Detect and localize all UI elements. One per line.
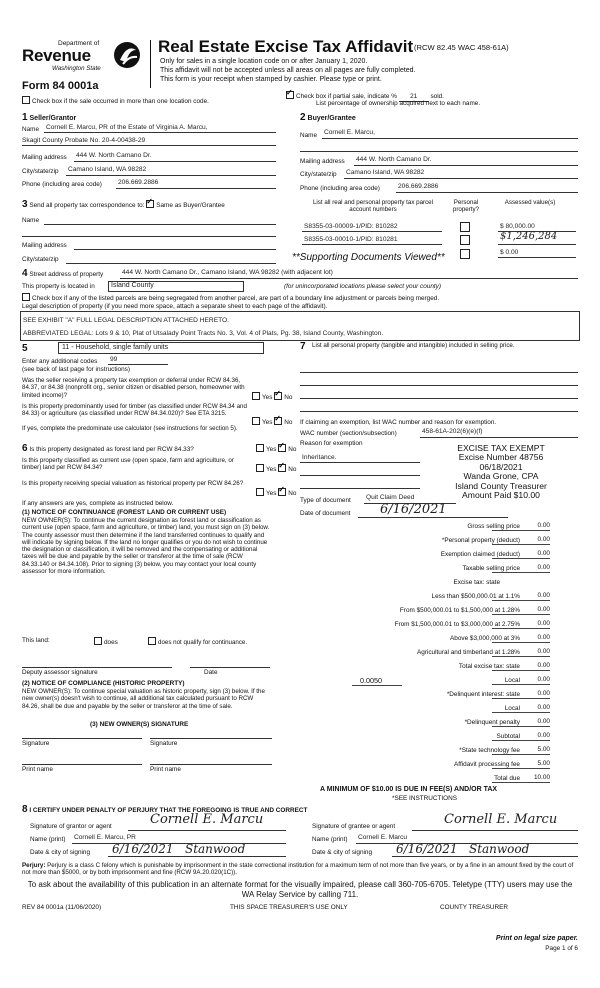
county-select[interactable] bbox=[108, 281, 244, 292]
sec3-number: 3 bbox=[22, 199, 28, 210]
tax-row-value[interactable]: 0.00 bbox=[537, 536, 550, 543]
legal-desc-label: Legal description of property (if you need more space, attach a separate sheet to each page of the affidavit). bbox=[22, 303, 328, 310]
buyer-mail-label: Mailing address bbox=[300, 158, 345, 165]
property-street-field[interactable]: 444 W. North Camano Dr., Camano Island, WA 98282 (with adjacent lot) bbox=[122, 269, 333, 276]
land-does-row bbox=[94, 637, 118, 647]
sec5-q2-yes-checkbox[interactable] bbox=[252, 417, 260, 425]
seller-city-field[interactable]: Camano Island, WA 98282 bbox=[68, 166, 147, 173]
tax-row-label: Taxable selling price bbox=[462, 565, 520, 572]
tax-row-value[interactable]: 0.00 bbox=[537, 550, 550, 557]
sec6-q3-yes-checkbox[interactable] bbox=[256, 488, 264, 496]
perjury-label: Perjury: bbox=[22, 862, 46, 869]
doc-type-label: Type of document bbox=[300, 497, 351, 504]
seller-heading-label: Seller/Grantor bbox=[29, 115, 77, 122]
land-use-value: 11 - Household, single family units bbox=[62, 344, 169, 351]
reason-field[interactable]: Inheritance. bbox=[302, 454, 337, 461]
sec6-q2: Is this property classified as current use (open space, farm and agriculture, or timber) land per RCW 84.34? bbox=[22, 457, 234, 472]
county-treasurer-label: COUNTY TREASURER bbox=[440, 904, 508, 911]
reason-label: Reason for exemption bbox=[300, 440, 363, 447]
tax-row-label: *Personal property (deduct) bbox=[441, 537, 520, 544]
local-rate: 0.0050 bbox=[360, 676, 382, 685]
supporting-docs-stamp: **Supporting Documents Viewed** bbox=[292, 252, 445, 263]
form-rcw: (RCW 82.45 WAC 458-61A) bbox=[414, 43, 509, 52]
partial-sale-percent[interactable]: 21 bbox=[399, 93, 429, 102]
sec6-q3-answer bbox=[256, 488, 296, 498]
dor-logo bbox=[22, 40, 144, 78]
grantee-signature-label: Signature of grantee or agent bbox=[312, 823, 396, 830]
buyer-heading bbox=[300, 112, 356, 123]
new-owner-sig-field-1[interactable] bbox=[22, 738, 142, 739]
additional-codes-field[interactable]: 99 bbox=[110, 356, 118, 363]
same-as-buyer-checkbox[interactable] bbox=[146, 200, 154, 208]
parcel-number-1[interactable]: S8355-03-00009-1/PID: 810282 bbox=[304, 223, 398, 230]
sec4-street-row bbox=[22, 270, 103, 279]
doc-date-field[interactable]: 6/16/2021 bbox=[380, 502, 447, 517]
deputy-date-label: Date bbox=[204, 669, 218, 676]
grantor-name-label: Name (print) bbox=[30, 836, 66, 843]
sec6-q1-row bbox=[22, 445, 194, 454]
seller-name-label: Name bbox=[22, 126, 40, 133]
personal-property-field-4[interactable] bbox=[300, 411, 578, 412]
doc-type-field[interactable]: Quit Claim Deed bbox=[366, 494, 415, 501]
sec3-mail-field[interactable] bbox=[74, 249, 276, 250]
sec6-q1-no-checkbox[interactable] bbox=[278, 444, 286, 452]
tax-row-label: *State technology fee bbox=[459, 747, 520, 754]
seller-mail-field[interactable]: 444 W. North Camano Dr. bbox=[76, 152, 152, 159]
buyer-heading-number: 2 bbox=[300, 112, 306, 123]
grantor-name-field[interactable]: Cornell E. Marcu, PR bbox=[74, 834, 136, 841]
dor-revenue-label: Revenue bbox=[22, 46, 91, 65]
assessed-value-1[interactable]: $ 80,000.00 bbox=[500, 223, 535, 230]
new-owner-print-field-2[interactable] bbox=[150, 764, 272, 765]
sec4-located-label: This property is located in bbox=[22, 283, 95, 290]
buyer-phone-label: Phone (including area code) bbox=[300, 185, 380, 192]
personal-property-field-2[interactable] bbox=[300, 385, 578, 386]
sec6-number: 6 bbox=[22, 443, 28, 454]
codes-note: (see back of last page for instructions) bbox=[22, 366, 130, 373]
sec3-mail-label: Mailing address bbox=[22, 242, 67, 249]
notice3-title: (3) NEW OWNER(S) SIGNATURE bbox=[90, 721, 189, 728]
stamp-line-3: 06/18/2021 bbox=[479, 461, 523, 472]
tax-row-label: Affidavit processing fee bbox=[454, 761, 520, 768]
sec7-number: 7 bbox=[300, 341, 306, 352]
sec3-city-label: City/state/zip bbox=[22, 256, 59, 263]
tax-row-label: Gross selling price bbox=[467, 523, 520, 530]
sec5-q2: Is this property predominantly used for timber (as classified under RCW 84.34 and 84.33) or agriculture (as classified under RCW 84.34.020)? See ETA 3215. bbox=[22, 403, 247, 418]
buyer-name-field[interactable]: Cornell E. Marcu, bbox=[324, 129, 375, 136]
sec4-street-label: Street address of property bbox=[29, 271, 104, 278]
grantor-date-field[interactable]: 6/16/2021 Stanwood bbox=[112, 842, 246, 856]
personal-property-field-3[interactable] bbox=[300, 398, 578, 399]
sec6-q3-no-checkbox[interactable] bbox=[278, 488, 286, 496]
tax-row-label: From $500,000.01 to $1,500,000 at 1.28% bbox=[399, 607, 520, 614]
new-owner-print-label-1: Print name bbox=[22, 766, 53, 773]
sec6-q1-yes-label: Yes bbox=[266, 446, 277, 453]
new-owner-print-label-2: Print name bbox=[150, 766, 181, 773]
parcel-col-header: List all real and personal property tax parcel account numbers bbox=[312, 199, 434, 214]
sec5-q1-yes-label: Yes bbox=[262, 394, 273, 401]
multi-location-row bbox=[22, 96, 209, 106]
sec5-q1-no-checkbox[interactable] bbox=[274, 392, 282, 400]
treasurer-use-only: THIS SPACE TREASURER'S USE ONLY bbox=[230, 904, 348, 911]
header-note-1: Only for sales in a single location code on or after January 1, 2020. bbox=[160, 58, 368, 65]
notice1-title: (1) NOTICE OF CONTINUANCE (FOREST LAND OR CURRENT USE) bbox=[22, 509, 227, 516]
tax-row-value[interactable]: 0.00 bbox=[537, 676, 550, 683]
header-note-2: This affidavit will not be accepted unless all areas on all pages are fully completed. bbox=[160, 67, 416, 74]
assessed-col-header: Assessed value(s) bbox=[504, 199, 556, 206]
stamp-line-4: Wanda Grone, CPA bbox=[463, 471, 539, 482]
sec3-name-label: Name bbox=[22, 217, 40, 224]
form-revision: REV 84 0001a (11/06/2020) bbox=[22, 904, 102, 911]
grantee-date-field[interactable]: 6/16/2021 Stanwood bbox=[396, 842, 530, 856]
stamp-line-2: Excise Number 48756 bbox=[458, 452, 544, 463]
deputy-date-field[interactable] bbox=[190, 667, 270, 668]
tax-row-label: Less than $500,000.01 at 1.1% bbox=[431, 593, 520, 600]
personal-property-checkbox-1[interactable] bbox=[460, 222, 470, 232]
tax-row-value[interactable]: 0.00 bbox=[537, 606, 550, 613]
new-owner-sig-field-2[interactable] bbox=[150, 738, 272, 739]
tax-row-value[interactable]: 0.00 bbox=[537, 564, 550, 571]
sec6-q2-yes-checkbox[interactable] bbox=[256, 464, 264, 472]
grantee-name-field[interactable]: Cornell E. Marcu bbox=[358, 834, 408, 841]
multi-location-label: Check box if the sale occurred in more than one location code. bbox=[32, 98, 209, 105]
tax-row-value[interactable]: 0.00 bbox=[537, 690, 550, 697]
county-value: Island County bbox=[111, 282, 154, 289]
sec6-q1-answer bbox=[256, 444, 296, 454]
tax-row-label: Exemption claimed (deduct) bbox=[440, 551, 520, 558]
sec5-number: 5 bbox=[22, 343, 28, 354]
sec6-q2-answer bbox=[256, 464, 296, 474]
tax-row-value[interactable]: 0.00 bbox=[537, 662, 550, 669]
sec5-q1-answer bbox=[252, 392, 292, 402]
tax-table bbox=[296, 520, 580, 782]
seller-mail-label: Mailing address bbox=[22, 154, 67, 161]
seller-city-label: City/state/zip bbox=[22, 168, 59, 175]
sec6-q3-yes-label: Yes bbox=[266, 490, 277, 497]
new-owner-sig-label-2: Signature bbox=[150, 740, 178, 747]
additional-codes-label: Enter any additional codes bbox=[22, 358, 98, 365]
sec6-note: If any answers are yes, complete as instructed below. bbox=[22, 500, 174, 507]
sec3-label: Send all property tax correspondence to: bbox=[29, 202, 145, 209]
stamp-line-6: Amount Paid $10.00 bbox=[462, 490, 540, 501]
partial-sale-checkbox[interactable] bbox=[286, 91, 294, 99]
tax-row-label: Total due bbox=[494, 775, 520, 782]
doc-date-label: Date of document bbox=[300, 510, 351, 517]
new-owner-sig-label-1: Signature bbox=[22, 740, 50, 747]
seller-name-field-2[interactable]: Skagit County Probate No. 20-4-00438-29 bbox=[22, 137, 146, 144]
tax-row-value[interactable]: 0.00 bbox=[537, 620, 550, 627]
tax-row-label: *Delinquent penalty bbox=[464, 719, 520, 726]
minimum-due-note: A MINIMUM OF $10.00 IS DUE IN FEE(S) AND/OR TAX bbox=[320, 786, 498, 793]
segregation-row bbox=[22, 293, 439, 303]
tax-row-value[interactable]: 0.00 bbox=[537, 592, 550, 599]
partial-sale-label: Check box if partial sale, indicate % bbox=[296, 93, 397, 100]
assessed-value-3[interactable]: $ 0.00 bbox=[500, 249, 519, 256]
buyer-city-field[interactable]: Camano Island, WA 98282 bbox=[346, 169, 425, 176]
multi-location-checkbox[interactable] bbox=[22, 96, 30, 104]
grantor-signature-field[interactable]: Cornell E. Marcu bbox=[150, 812, 264, 827]
buyer-city-label: City/state/zip bbox=[300, 171, 337, 178]
sec6-q2-no-label: No bbox=[288, 466, 297, 473]
sec6-q1: Is this property designated as forest land per RCW 84.33? bbox=[29, 446, 194, 453]
tax-row-value[interactable]: 5.00 bbox=[537, 760, 550, 767]
notice1-text: NEW OWNER(S): To continue the current designation as forest land or classification as current use (open space, farm and agriculture, or timber) land, you must sign on (3) below. The county assessor must then determine if the land transferred continues to qualify and will indicate by signing below. If the land no longer qualifies or you do not wish to continue the designation or classification, it will be removed and the compensating or additional taxes will be due and payable by the seller or transferor at the time of sale (RCW 84.33.140 or 84.34.108). Prior to signing (3) below, you may contact your local county assessor for more information. bbox=[22, 517, 270, 576]
stamp-line-1: EXCISE TAX EXEMPT bbox=[457, 443, 545, 453]
sec6-q2-yes-label: Yes bbox=[266, 466, 277, 473]
form-title: Real Estate Excise Tax Affidavit bbox=[158, 37, 414, 56]
same-as-buyer-label: Same as Buyer/Grantee bbox=[156, 202, 225, 209]
tax-row-value[interactable]: 0.00 bbox=[537, 648, 550, 655]
legal-paper-note: Print on legal size paper. bbox=[495, 935, 578, 942]
segregation-label: Check box if any of the listed parcels are being segregated from another parcel, are part of a boundary line adjustment or parcels being merged. bbox=[32, 295, 440, 302]
form-number: Form 84 0001a bbox=[22, 80, 99, 92]
personal-property-field-1[interactable] bbox=[300, 372, 578, 373]
tax-row-value[interactable]: 0.00 bbox=[537, 718, 550, 725]
seller-heading bbox=[22, 112, 76, 123]
personal-property-checkbox-3[interactable] bbox=[460, 249, 470, 259]
land-does-not-checkbox[interactable] bbox=[148, 637, 156, 645]
notice2-text: NEW OWNER(S): To continue special valuation as historic property, sign (3) below. If the new owner(s) doesn't wish to continue, all additional tax calculated pursuant to RCW 84.26, shall be due and payable by the seller or transferor at the time of sale. bbox=[22, 688, 265, 710]
sec3-heading bbox=[22, 200, 225, 210]
excise-exempt-stamp bbox=[424, 444, 578, 500]
deputy-signature-label: Deputy assessor signature bbox=[22, 669, 98, 676]
dor-logo-icon bbox=[112, 40, 142, 70]
tax-row-value[interactable]: 0.00 bbox=[537, 732, 550, 739]
deputy-signature-field[interactable] bbox=[22, 667, 172, 668]
dor-department-label: Department of bbox=[58, 40, 100, 47]
tax-row-label: Excise tax: state bbox=[453, 579, 500, 586]
sec6-q1-yes-checkbox[interactable] bbox=[256, 444, 264, 452]
stamp-line-5: Island County Treasurer bbox=[455, 480, 547, 491]
sec6-q2-no-checkbox[interactable] bbox=[278, 464, 286, 472]
sec7-label: List all personal property (tangible and intangible) included in selling price. bbox=[312, 342, 515, 349]
wac-field[interactable]: 458-61A-202(6)(e)(f) bbox=[422, 428, 483, 435]
land-does-not-row bbox=[148, 637, 268, 646]
perjury-text: Perjury is a class C felony which is punishable by imprisonment in the state correctional institution for a maximum term of not more than five years, or by a fine in an amount fixed by the court of not more than $5000, or by both imprisonment and fine (RCW 9A.20.020(1C)). bbox=[22, 862, 574, 877]
tax-row-label: Local bbox=[504, 705, 520, 712]
new-owner-print-field-1[interactable] bbox=[22, 764, 142, 765]
sec5-q1: Was the seller receiving a property tax exemption or deferral under RCW 84.36, 84.37, or 84.38 (nonprofit org., senior citizen or disabled person, homeowner with limited income)? bbox=[22, 377, 245, 399]
sec5-q2-no-checkbox[interactable] bbox=[274, 417, 282, 425]
sec6-q1-no-label: No bbox=[288, 446, 297, 453]
grantee-name-label: Name (print) bbox=[312, 836, 348, 843]
tax-row-value[interactable]: 0.00 bbox=[537, 522, 550, 529]
tax-row-label: Above $3,000,000 at 3% bbox=[450, 635, 520, 642]
exemption-label: If claiming an exemption, list WAC number and reason for exemption. bbox=[300, 419, 497, 426]
perjury-notice bbox=[22, 862, 578, 877]
assessed-value-2[interactable]: $1,246,284 bbox=[500, 231, 558, 242]
legal-description-box[interactable] bbox=[20, 311, 580, 341]
legal-description-line-1: SEE EXHIBIT "A" FULL LEGAL DESCRIPTION ATTACHED HERETO. bbox=[23, 317, 229, 324]
buyer-heading-label: Buyer/Grantee bbox=[307, 115, 356, 122]
seller-phone-field[interactable]: 206.669.2886 bbox=[118, 179, 159, 186]
notice2-title: (2) NOTICE OF COMPLIANCE (HISTORIC PROPERTY) bbox=[22, 680, 185, 687]
sec6-q3: Is this property receiving special valuation as historical property per RCW 84.26? bbox=[22, 480, 244, 487]
dor-state-label: Washington State bbox=[52, 65, 101, 72]
certify-label: I CERTIFY UNDER PENALTY OF PERJURY THAT THE FOREGOING IS TRUE AND CORRECT bbox=[29, 807, 308, 814]
sec5-q1-yes-checkbox[interactable] bbox=[252, 392, 260, 400]
land-use-select[interactable] bbox=[58, 342, 264, 354]
sec5-q2b: If yes, complete the predominate use calculator (see instructions for section 5). bbox=[22, 425, 238, 432]
land-does-checkbox[interactable] bbox=[94, 637, 102, 645]
seller-heading-number: 1 bbox=[22, 112, 28, 123]
personal-col-header: Personal property? bbox=[452, 199, 480, 214]
tax-row-value[interactable]: 10.00 bbox=[534, 774, 550, 781]
grantor-date-label: Date & city of signing bbox=[30, 849, 91, 856]
sec3-city-field[interactable] bbox=[66, 263, 276, 264]
tax-row-label: Subtotal bbox=[496, 733, 520, 740]
buyer-mail-field[interactable]: 444 W. North Camano Dr. bbox=[356, 156, 432, 163]
tax-row-value[interactable]: 5.00 bbox=[537, 746, 550, 753]
tax-row-label: Total excise tax: state bbox=[458, 663, 520, 670]
buyer-name-label: Name bbox=[300, 132, 318, 139]
grantee-date-label: Date & city of signing bbox=[312, 849, 373, 856]
land-does-not-label: does not qualify for continuance. bbox=[158, 639, 248, 646]
sec3-name-field[interactable] bbox=[44, 224, 276, 225]
tax-row-value[interactable]: 0.00 bbox=[537, 704, 550, 711]
seller-phone-label: Phone (including area code) bbox=[22, 181, 102, 188]
tax-row-label: *Delinquent interest: state bbox=[446, 691, 520, 698]
page-number: Page 1 of 6 bbox=[545, 945, 578, 952]
header-note-3: This form is your receipt when stamped by cashier. Please type or print. bbox=[160, 76, 382, 83]
sec8-number: 8 bbox=[22, 804, 28, 815]
buyer-phone-field[interactable]: 206.669.2886 bbox=[398, 183, 439, 190]
tax-row-label: From $1,500,000.01 to $3,000,000 at 2.75% bbox=[394, 621, 520, 628]
sec5-q1-no-label: No bbox=[284, 394, 293, 401]
accessibility-notice: To ask about the availability of this publication in an alternate format for the visually impaired, please call 360-705-6705. Teletype (TTY) users may use the WA Relay Service by calling 711. bbox=[27, 880, 573, 899]
parcel-number-2[interactable]: S8355-03-00010-1/PID: 810281 bbox=[304, 236, 398, 243]
grantee-signature-field[interactable]: Cornell E. Marcu bbox=[444, 812, 558, 827]
partial-sale-note: List percentage of ownership acquired next to each name. bbox=[316, 100, 481, 107]
tax-row-label: Local bbox=[504, 677, 520, 684]
land-does-label: does bbox=[104, 639, 118, 646]
sec5-q2-yes-label: Yes bbox=[262, 419, 273, 426]
tax-row-label: Agricultural and timberland at 1.28% bbox=[416, 649, 520, 656]
sec6-q3-no-label: No bbox=[288, 490, 297, 497]
sec4-number: 4 bbox=[22, 268, 28, 279]
sec4-unincorp-note: (for unincorporated locations please select your county) bbox=[284, 283, 442, 290]
see-instructions-note: *SEE INSTRUCTIONS bbox=[392, 795, 457, 802]
header-divider bbox=[150, 40, 151, 88]
seller-name-field[interactable]: Cornell E. Marcu, PR of the Estate of Virginia A. Marcu, bbox=[46, 124, 208, 131]
wac-label: WAC number (section/subsection) bbox=[300, 430, 397, 437]
grantor-signature-label: Signature of grantor or agent bbox=[30, 823, 112, 830]
personal-property-checkbox-2[interactable] bbox=[460, 235, 470, 245]
this-land-label: This land: bbox=[22, 637, 50, 644]
segregation-checkbox[interactable] bbox=[22, 293, 30, 301]
legal-description-line-2: ABBREVIATED LEGAL: Lots 9 & 10, Plat of Utsalady Point Tracts No. 3, Vol. 4 of Plats, Pg. 38, Island County, Washington. bbox=[23, 330, 384, 337]
tax-row-value[interactable]: 0.00 bbox=[537, 634, 550, 641]
sec5-q2-no-label: No bbox=[284, 419, 293, 426]
partial-sale-sold: sold. bbox=[430, 93, 444, 100]
